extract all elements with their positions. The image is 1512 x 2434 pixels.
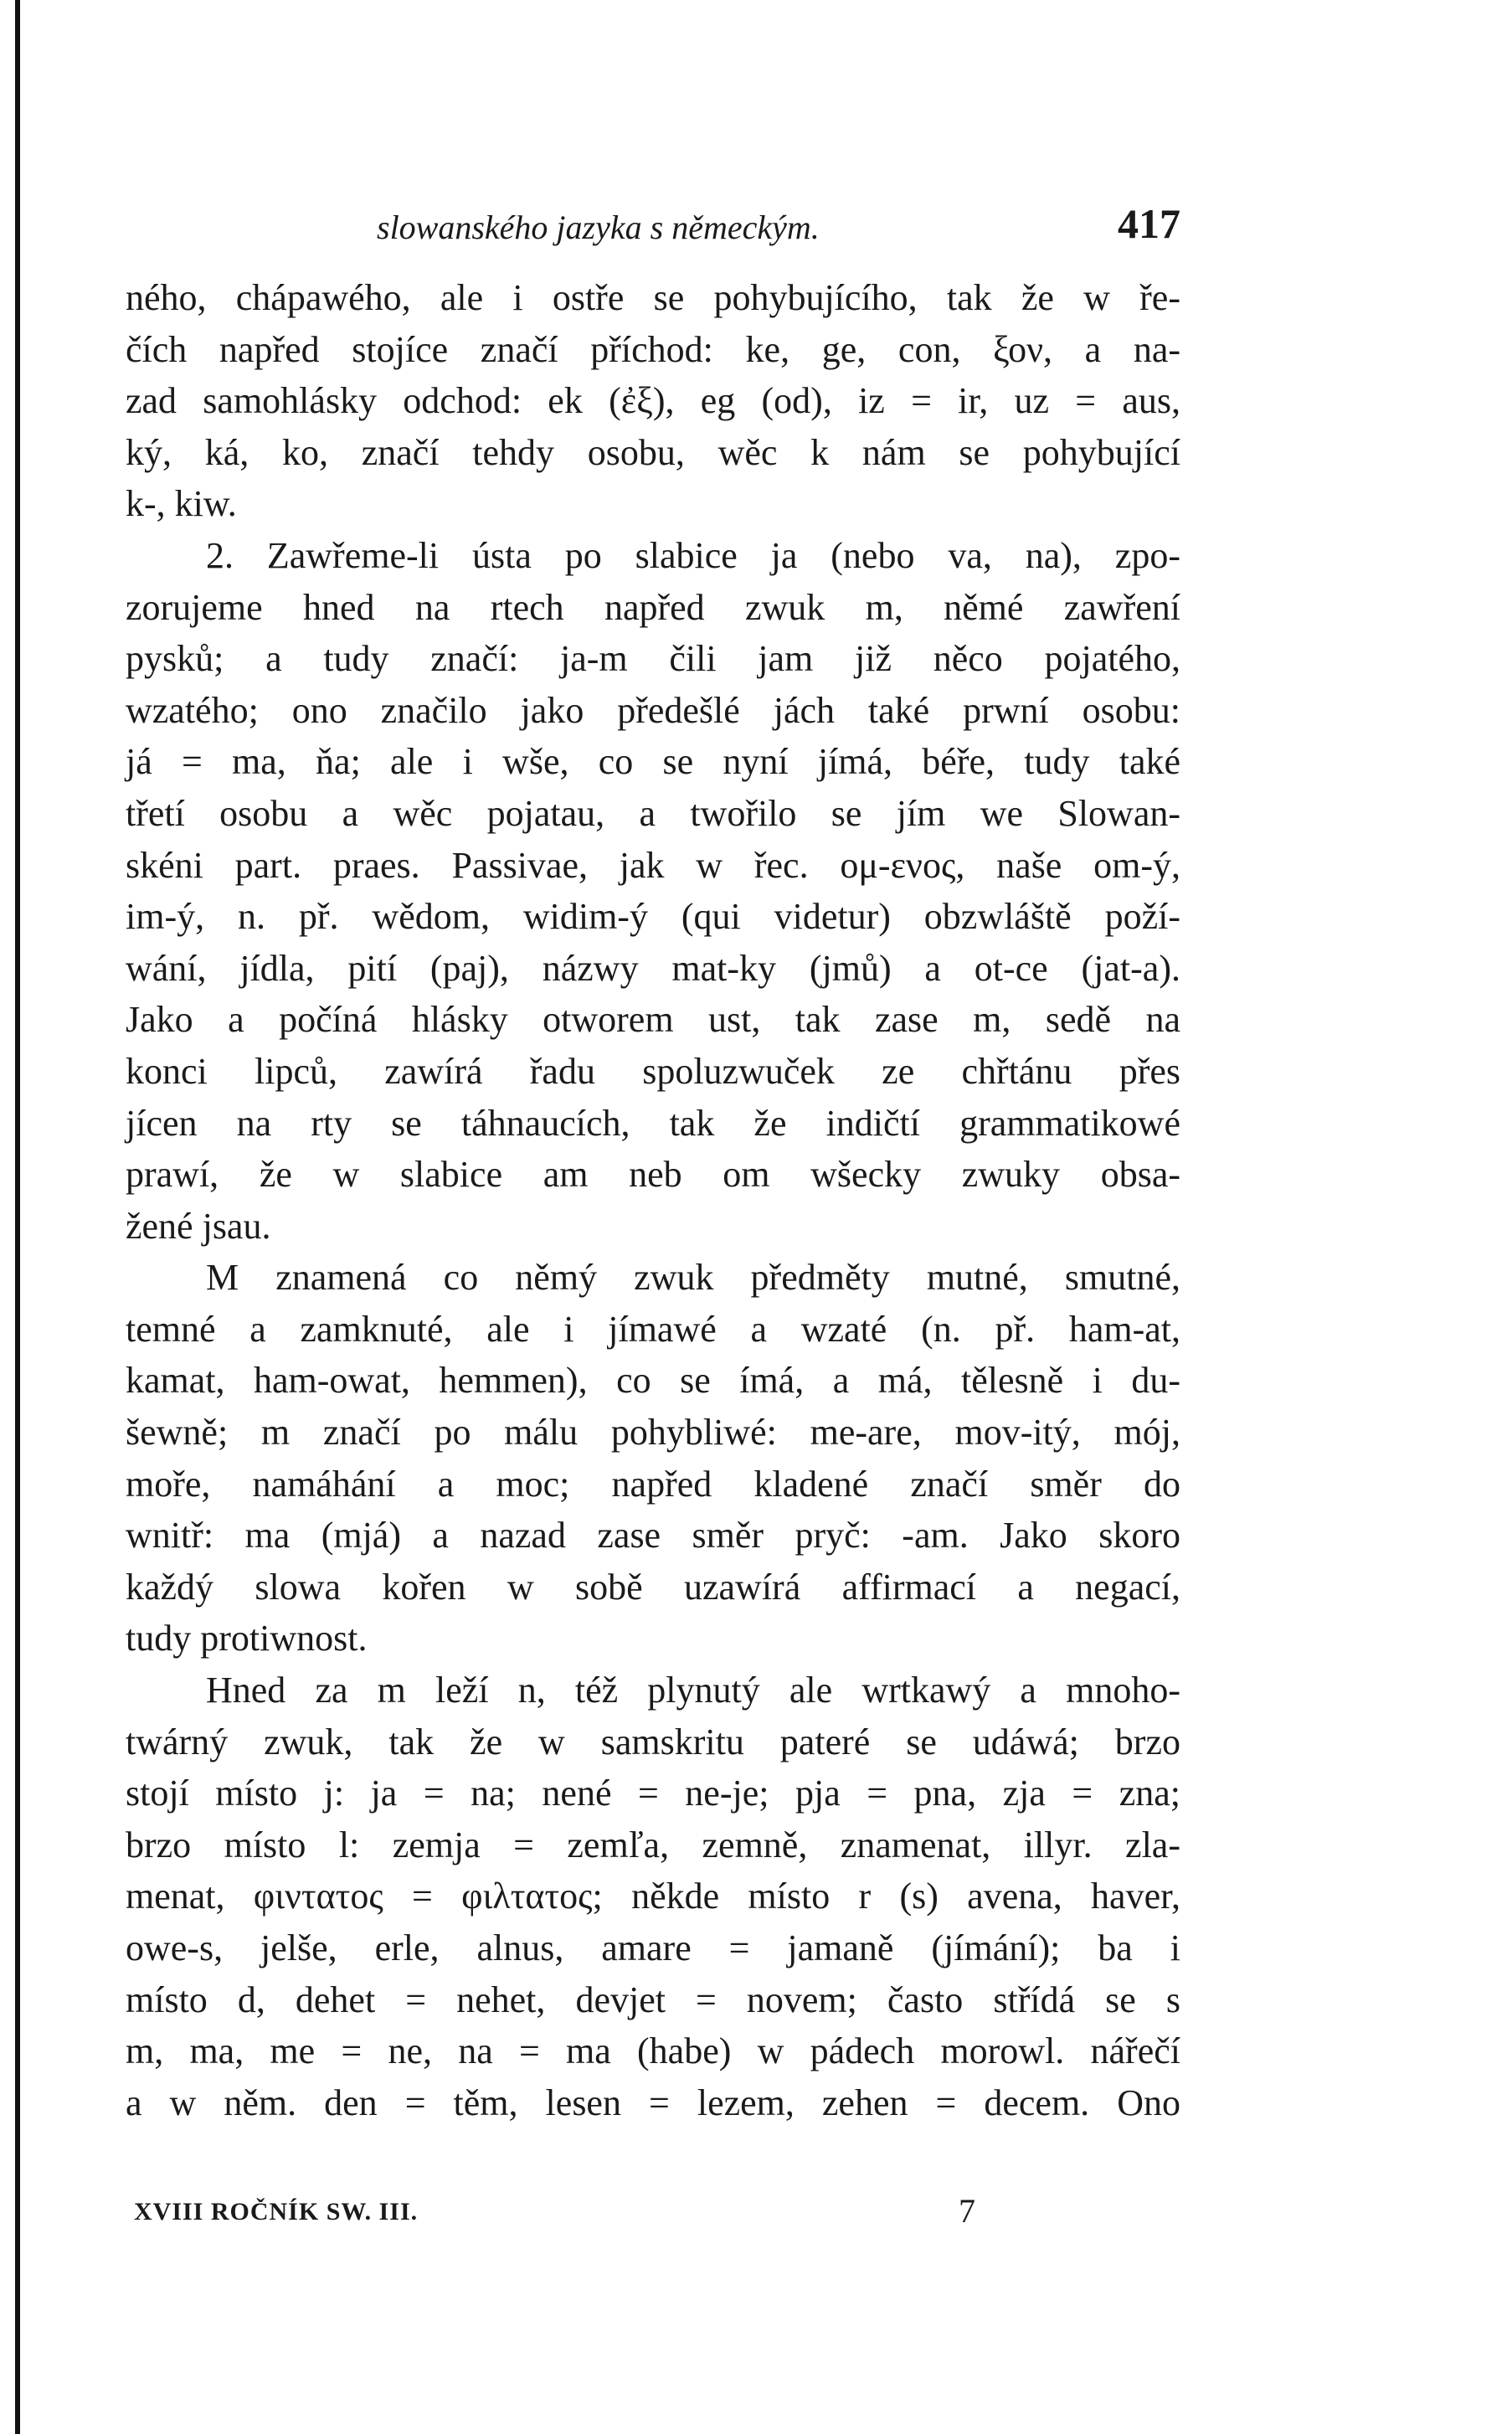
text-line: menat, φιντατος = φιλτατος; někde místo r (s) avena, haver,: [126, 1876, 1180, 1917]
text-line: temné a zamknuté, ale i jímawé a wzaté (n. př. ham-at,: [126, 1308, 1180, 1350]
text-line: žené jsau.: [126, 1205, 271, 1247]
text-line: wzatého; ono značilo jako předešlé jách také prwní osobu:: [126, 689, 1180, 731]
text-line: owe-s, jelše, erle, alnus, amare = jamaně (jímání); ba i: [126, 1927, 1180, 1968]
text-line: zorujeme hned na rtech napřed zwuk m, němé zawření: [126, 586, 1180, 628]
text-line: k-, kiw.: [126, 483, 237, 525]
text-line: brzo místo l: zemja = zemľa, zemně, znamenat, illyr. zla-: [126, 1824, 1180, 1865]
page-header: [126, 199, 1180, 258]
text-line: stojí místo j: ja = na; nené = ne-je; pja = pna, zja = zna;: [126, 1773, 1180, 1814]
text-line: prawí, že w slabice am neb om wšecky zwuky obsa-: [126, 1154, 1180, 1196]
text-line: konci lipců, zawírá řadu spoluzwuček ze chřtánu přes: [126, 1050, 1180, 1092]
text-line: Hned za m leží n, též plynutý ale wrtkawý a mnoho-: [206, 1670, 1180, 1711]
text-line: já = ma, ňa; ale i wše, co se nyní jímá, béře, tudy také: [126, 741, 1180, 783]
page-footer: [134, 2192, 976, 2240]
text-line: im-ý, n. př. wědom, widim-ý (qui videtur) obzwláště poží-: [126, 896, 1180, 938]
text-line: M znamená co němý zwuk předměty mutné, smutné,: [206, 1257, 1180, 1299]
text-line: skéni part. praes. Passivae, jak w řec. ομ-ενος, naše om-ý,: [126, 844, 1180, 886]
text-line: pysků; a tudy značí: ja-m čili jam již něco pojatého,: [126, 638, 1180, 680]
text-line: ného, chápawého, ale i ostře se pohybujícího, tak že w ře-: [126, 277, 1180, 318]
text-line: wnitř: ma (mjá) a nazad zase směr pryč: -am. Jako skoro: [126, 1515, 1180, 1557]
sheet-mark: 7: [959, 2192, 976, 2230]
text-line: místo d, dehet = nehet, devjet = novem; často střídá se s: [126, 1979, 1180, 2020]
text-line: twárný zwuk, tak že w samskritu pateré se udáwá; brzo: [126, 1721, 1180, 1762]
text-line: Jako a počíná hlásky otworem ust, tak zase m, sedě na: [126, 999, 1180, 1041]
text-line: tudy protiwnost.: [126, 1618, 368, 1660]
text-line: třetí osobu a wěc pojatau, a twořilo se jím we Slowan-: [126, 792, 1180, 834]
page-number: 417: [1118, 200, 1180, 247]
running-title: slowanského jazyka s německým.: [377, 208, 820, 246]
text-line: jícen na rty se táhnaucích, tak že indičtí grammatikowé: [126, 1102, 1180, 1144]
printer-signature: XVIII ROČNÍK SW. III.: [134, 2198, 419, 2226]
text-line: ký, ká, ko, značí tehdy osobu, wěc k nám se pohybující: [126, 431, 1180, 473]
text-line: každý slowa kořen w sobě uzawírá affirmací a negací,: [126, 1566, 1180, 1608]
text-line: šewně; m značí po málu pohybliwé: me-are, mov-itý, mój,: [126, 1412, 1180, 1454]
body-text: [126, 272, 1180, 2128]
text-line: moře, namáhání a moc; napřed kladené značí směr do: [126, 1463, 1180, 1505]
text-line: m, ma, me = ne, na = ma (habe) w pádech morowl. nářečí: [126, 2030, 1180, 2072]
text-line: kamat, ham-owat, hemmen), co se ímá, a má, tělesně i du-: [126, 1360, 1180, 1402]
text-line: wání, jídla, pití (paj), názwy mat-ky (jmů) a ot-ce (jat-a).: [126, 947, 1180, 989]
text-line: čích napřed stojíce značí příchod: ke, ge, con, ξον, a na-: [126, 328, 1180, 370]
text-line: zad samohlásky odchod: ek (ἐξ), eg (od), iz = ir, uz = aus,: [126, 380, 1180, 422]
text-line: a w něm. den = těm, lesen = lezem, zehen = decem. Ono: [126, 2082, 1180, 2123]
text-line: 2. Zawřeme-li ústa po slabice ja (nebo va, na), zpo-: [206, 534, 1180, 576]
page-edge-rule: [15, 0, 20, 2434]
